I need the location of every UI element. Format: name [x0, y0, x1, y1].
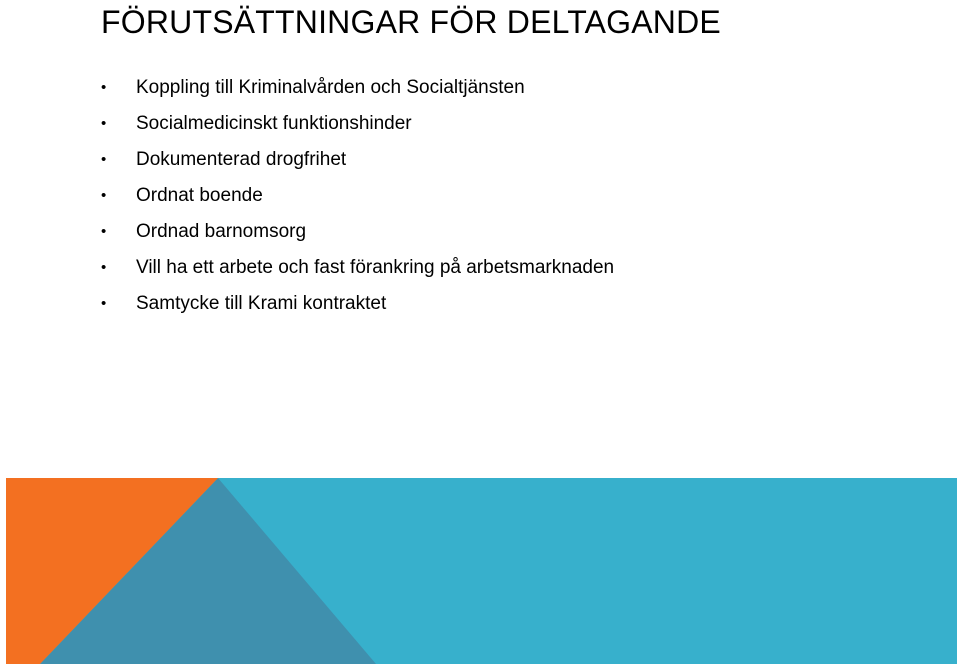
- slide-title: FÖRUTSÄTTNINGAR FÖR DELTAGANDE: [101, 4, 721, 40]
- bullet-icon: •: [101, 295, 107, 312]
- bullet-icon: •: [101, 115, 107, 132]
- list-item-text: Socialmedicinskt funktionshinder: [136, 113, 412, 134]
- bullet-icon: •: [101, 259, 107, 276]
- list-item-text: Dokumenterad drogfrihet: [136, 149, 347, 170]
- list-item-text: Koppling till Kriminalvården och Socialtjänsten: [136, 77, 525, 98]
- list-item-text: Samtycke till Krami kontraktet: [136, 293, 387, 314]
- decorative-banner: [6, 478, 957, 664]
- bullet-icon: •: [101, 79, 107, 96]
- list-item-text: Vill ha ett arbete och fast förankring på arbetsmarknaden: [136, 257, 615, 278]
- list-item-text: Ordnad barnomsorg: [136, 221, 307, 242]
- bullet-icon: •: [101, 223, 107, 240]
- list-item-text: Ordnat boende: [136, 185, 263, 206]
- bullet-icon: •: [101, 187, 107, 204]
- bullet-icon: •: [101, 151, 107, 168]
